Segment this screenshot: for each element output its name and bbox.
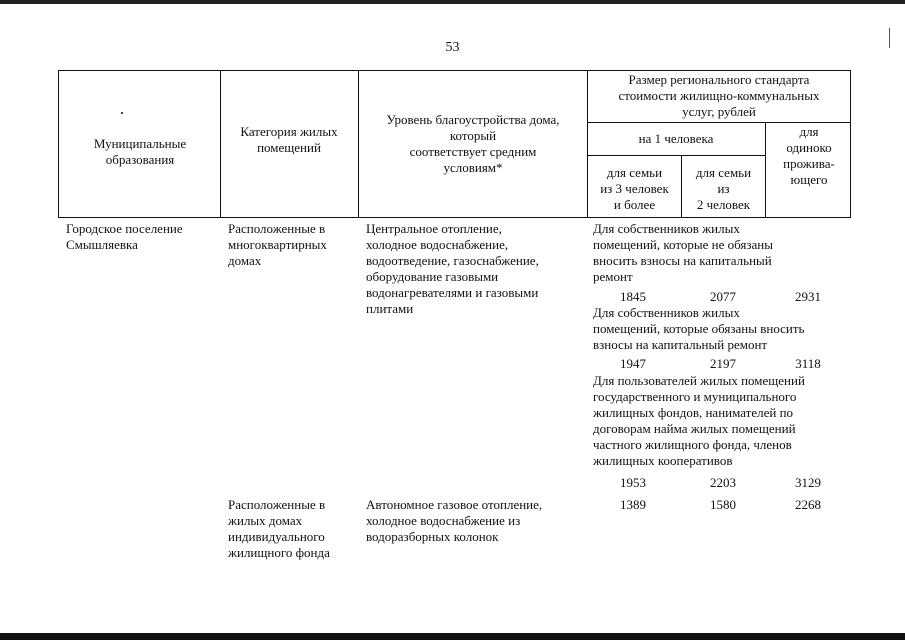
- header-per-person: на 1 человека: [638, 131, 714, 146]
- value-single: 2931: [795, 289, 821, 304]
- family2-line: из: [717, 181, 730, 196]
- page-number: 53: [445, 40, 460, 55]
- user-group-description: [593, 373, 805, 469]
- text-line: Городское поселение: [66, 221, 183, 236]
- header-family-2: [682, 165, 765, 213]
- size-title-line: услуг, рублей: [682, 104, 756, 119]
- text-line: Для собственников жилых: [593, 221, 740, 236]
- header-category: Категория жилых помещений: [240, 124, 338, 155]
- housing-category: [228, 221, 327, 269]
- value-family-2: 2197: [710, 356, 736, 371]
- text-line: водоразборных колонок: [366, 529, 499, 544]
- text-line: Для собственников жилых: [593, 305, 740, 320]
- text-line: оборудование газовыми: [366, 269, 499, 284]
- scan-top-edge: [0, 0, 905, 4]
- text-line: холодное водоснабжение,: [366, 237, 509, 252]
- family2-line: для семьи: [695, 165, 752, 180]
- text-line: водонагревателями и газовыми: [366, 285, 539, 300]
- family2-line: 2 человек: [696, 197, 751, 212]
- text-line: домах: [228, 253, 262, 268]
- header-level: [362, 112, 584, 176]
- text-line: договорам найма жилых помещений: [593, 421, 796, 436]
- text-line: жилищных кооперативов: [593, 453, 733, 468]
- text-line: Для пользователей жилых помещений: [593, 373, 805, 388]
- single-line: одиноко: [786, 140, 832, 155]
- header-level-line: соответствует средним: [409, 144, 537, 159]
- value-family-3: 1389: [620, 497, 646, 512]
- value-single: 2268: [795, 497, 821, 512]
- text-line: частного жилищного фонда, членов: [593, 437, 792, 452]
- value-single: 3129: [795, 475, 821, 490]
- text-line: жилищного фонда: [228, 545, 330, 560]
- text-line: индивидуального: [228, 529, 325, 544]
- family3-line: для семьи: [606, 165, 663, 180]
- text-line: взносы на капитальный ремонт: [593, 337, 768, 352]
- text-line: вносить взносы на капитальный: [593, 253, 772, 268]
- amenity-level: [366, 497, 542, 545]
- divider: [587, 122, 851, 123]
- header-level-line: Уровень благоустройства дома,: [386, 112, 560, 127]
- text-line: Центральное отопление,: [366, 221, 502, 236]
- text-line: Смышляевка: [66, 237, 138, 252]
- single-line: ющего: [790, 172, 828, 187]
- family3-line: и более: [613, 197, 656, 212]
- text-line: Расположенные в: [228, 497, 326, 512]
- text-line: водоотведение, газоснабжение,: [366, 253, 539, 268]
- size-title-line: Размер регионального стандарта: [628, 72, 810, 87]
- single-line: для: [799, 124, 819, 139]
- header-size-title: [590, 72, 848, 120]
- housing-category: [228, 497, 330, 561]
- text-line: Расположенные в: [228, 221, 326, 236]
- divider: [358, 70, 359, 218]
- text-line: государственного и муниципального: [593, 389, 797, 404]
- scan-bottom-edge: [0, 633, 905, 640]
- owner-group-description: [593, 305, 804, 353]
- text-line: холодное водоснабжение из: [366, 513, 521, 528]
- header-family-3: [588, 165, 681, 213]
- text-line: ремонт: [593, 269, 633, 284]
- value-family-3: 1953: [620, 475, 646, 490]
- header-level-line: который: [449, 128, 497, 143]
- value-family-3: 1845: [620, 289, 646, 304]
- value-family-2: 1580: [710, 497, 736, 512]
- text-line: многоквартирных: [228, 237, 327, 252]
- amenity-level: [366, 221, 539, 317]
- size-title-line: стоимости жилищно-коммунальных: [618, 88, 820, 103]
- divider: [765, 122, 766, 218]
- owner-group-description: [593, 221, 773, 285]
- value-family-3: 1947: [620, 356, 646, 371]
- value-family-2: 2077: [710, 289, 736, 304]
- header-level-line: условиям*: [443, 160, 503, 175]
- family3-line: из 3 человек: [600, 181, 669, 196]
- header-municipality: Муниципальные образования: [93, 136, 187, 167]
- header-single: [767, 124, 851, 188]
- single-line: прожива-: [783, 156, 835, 171]
- text-line: помещений, которые обязаны вносить: [593, 321, 805, 336]
- municipality-name: [66, 221, 183, 253]
- text-line: помещений, которые не обязаны: [593, 237, 773, 252]
- text-line: плитами: [366, 301, 414, 316]
- text-line: жилых домах: [228, 513, 303, 528]
- divider: [220, 70, 221, 218]
- text-line: жилищных фондов, нанимателей по: [593, 405, 794, 420]
- scan-speck: [121, 112, 123, 114]
- value-single: 3118: [795, 356, 821, 371]
- value-family-2: 2203: [710, 475, 736, 490]
- text-line: Автономное газовое отопление,: [366, 497, 543, 512]
- divider: [587, 155, 765, 156]
